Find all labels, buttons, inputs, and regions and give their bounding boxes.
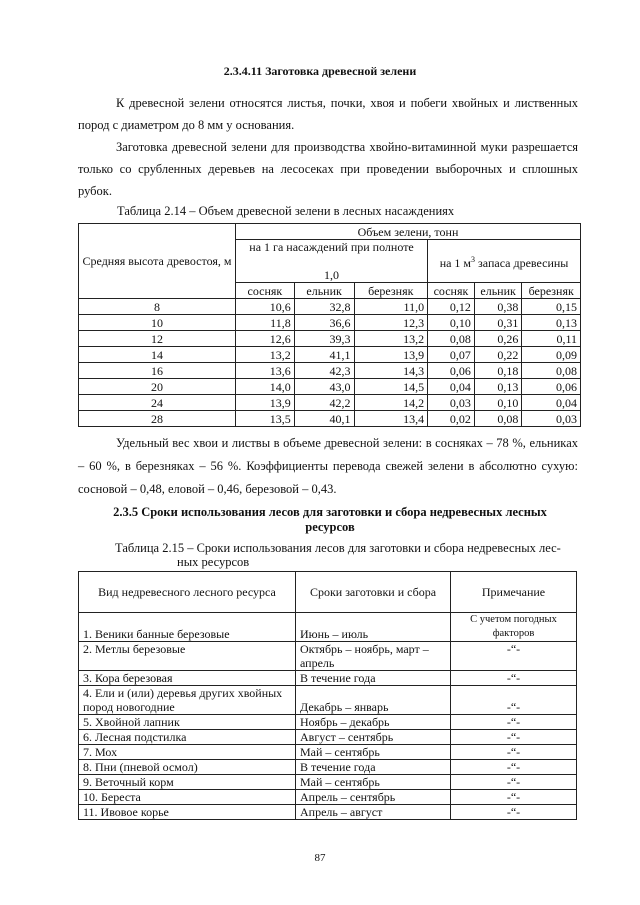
height-cell: 24 (79, 395, 236, 411)
value-cell: 0,04 (522, 395, 581, 411)
value-cell: 0,06 (428, 363, 475, 379)
value-cell: 0,31 (474, 315, 522, 331)
value-cell: 0,13 (522, 315, 581, 331)
value-cell: 0,38 (474, 299, 522, 315)
value-cell: 0,06 (522, 379, 581, 395)
value-cell: 14,3 (354, 363, 428, 379)
subheader-cell: березняк (522, 283, 581, 299)
section-heading-2-3-5: 2.3.5 Сроки использования лесов для заготовки и сбора недревесных лесных ресурсов (113, 505, 547, 534)
value-cell: 0,18 (474, 363, 522, 379)
table-row (79, 347, 581, 363)
height-cell: 12 (79, 331, 236, 347)
terms-cell: Май – сентябрь (296, 775, 451, 790)
value-cell: 0,11 (522, 331, 581, 347)
terms-cell: Декабрь – январь (296, 686, 451, 715)
value-cell: 13,4 (354, 411, 428, 427)
value-cell: 40,1 (294, 411, 354, 427)
terms-cell: В течение года (296, 671, 451, 686)
value-cell: 0,12 (428, 299, 475, 315)
height-cell: 10 (79, 315, 236, 331)
value-cell: 32,8 (294, 299, 354, 315)
value-cell: 0,02 (428, 411, 475, 427)
value-cell: 39,3 (294, 331, 354, 347)
table-row (79, 395, 581, 411)
terms-cell: В течение года (296, 760, 451, 775)
table-2-14 (78, 223, 581, 427)
table-row (79, 745, 577, 760)
value-cell: 10,6 (236, 299, 295, 315)
height-cell: 16 (79, 363, 236, 379)
col-header-resource: Вид недревесного лесного ресурса (79, 572, 296, 613)
value-cell: 13,9 (236, 395, 295, 411)
value-cell: 0,10 (428, 315, 475, 331)
terms-cell: Октябрь – ноябрь, март – апрель (296, 642, 451, 671)
col-header-per-hectare: на 1 га насаждений при полноте 1,0 (236, 240, 428, 283)
paragraph-definition: К древесной зелени относятся листья, почки, хвоя и побеги хвойных и лиственных пород с диаметром до 8 мм у основания. (78, 96, 578, 132)
height-cell: 8 (79, 299, 236, 315)
resource-cell: 3. Кора березовая (79, 671, 296, 686)
table-row (79, 730, 577, 745)
table-row (79, 805, 577, 820)
note-cell: -“- (451, 745, 577, 760)
note-cell: -“- (451, 671, 577, 686)
value-cell: 13,2 (236, 347, 295, 363)
value-cell: 13,2 (354, 331, 428, 347)
value-cell: 0,08 (428, 331, 475, 347)
table-row (79, 642, 577, 671)
value-cell: 12,6 (236, 331, 295, 347)
value-cell: 0,26 (474, 331, 522, 347)
page-number: 87 (314, 852, 326, 864)
paragraph-specific-weight: Удельный вес хвои и листвы в объеме древесной зелени: в сосняках – 78 %, ельниках – 60 %, в березняках – 56 %. Коэффициенты перевода свежей зелени в абсолютно сухую: сосновой – 0,48, еловой – 0,46, березовой – 0,43. (78, 436, 578, 496)
value-cell: 14,2 (354, 395, 428, 411)
resource-cell: 11. Ивовое корье (79, 805, 296, 820)
value-cell: 43,0 (294, 379, 354, 395)
table-row (79, 331, 581, 347)
note-cell: -“- (451, 730, 577, 745)
col-header-terms: Сроки заготовки и сбора (296, 572, 451, 613)
note-cell: -“- (451, 775, 577, 790)
height-cell: 28 (79, 411, 236, 427)
value-cell: 0,07 (428, 347, 475, 363)
section-heading-2-3-4-11: 2.3.4.11 Заготовка древесной зелени (223, 64, 417, 78)
table-row (79, 363, 581, 379)
resource-cell: 2. Метлы березовые (79, 642, 296, 671)
subheader-cell: березняк (354, 283, 428, 299)
note-cell: -“- (451, 715, 577, 730)
col-header-per-m3: на 1 $м^3$ запаса древесины (428, 240, 581, 283)
value-cell: 0,04 (428, 379, 475, 395)
subheader-cell: ельник (474, 283, 522, 299)
resource-cell: 8. Пни (пневой осмол) (79, 760, 296, 775)
table-2-15-caption: Таблица 2.15 – Сроки использования лесов для заготовки и сбора недревесных лес- ных ресурсов (115, 541, 561, 569)
table-row (79, 686, 577, 715)
paragraph-permission: Заготовка древесной зелени для производства хвойно-витаминной муки разрешается только со срубленных деревьев на лесосеках при проведении выборочных и сплошных рубок. (78, 140, 578, 198)
value-cell: 13,5 (236, 411, 295, 427)
value-cell: 14,5 (354, 379, 428, 395)
subheader-cell: сосняк (428, 283, 475, 299)
terms-cell: Апрель – август (296, 805, 451, 820)
table-2-15 (78, 571, 577, 820)
table-row (79, 613, 577, 642)
value-cell: 42,3 (294, 363, 354, 379)
value-cell: 0,08 (522, 363, 581, 379)
height-cell: 14 (79, 347, 236, 363)
table-row (79, 299, 581, 315)
value-cell: 11,0 (354, 299, 428, 315)
value-cell: 0,10 (474, 395, 522, 411)
value-cell: 13,6 (236, 363, 295, 379)
value-cell: 13,9 (354, 347, 428, 363)
value-cell: 41,1 (294, 347, 354, 363)
table-2-14-caption: Таблица 2.14 – Объем древесной зелени в лесных насаждениях (117, 204, 455, 218)
table-row (79, 715, 577, 730)
value-cell: 0,15 (522, 299, 581, 315)
value-cell: 11,8 (236, 315, 295, 331)
subheader-cell: ельник (294, 283, 354, 299)
note-cell: -“- (451, 760, 577, 775)
value-cell: 0,22 (474, 347, 522, 363)
terms-cell: Апрель – сентябрь (296, 790, 451, 805)
note-cell: -“- (451, 790, 577, 805)
value-cell: 0,03 (522, 411, 581, 427)
table-row (79, 411, 581, 427)
value-cell: 0,03 (428, 395, 475, 411)
note-cell: -“- (451, 805, 577, 820)
note-cell: -“- (451, 642, 577, 671)
resource-cell: 10. Береста (79, 790, 296, 805)
resource-cell: 4. Ели и (или) деревья других хвойных пород новогодние (79, 686, 296, 715)
terms-cell: Май – сентябрь (296, 745, 451, 760)
value-cell: 42,2 (294, 395, 354, 411)
value-cell: 0,09 (522, 347, 581, 363)
note-cell: -“- (451, 686, 577, 715)
value-cell: 36,6 (294, 315, 354, 331)
terms-cell: Июнь – июль (296, 613, 451, 642)
note-cell: С учетом погодных факторов (451, 613, 577, 642)
resource-cell: 1. Веники банные березовые (79, 613, 296, 642)
value-cell: 0,08 (474, 411, 522, 427)
resource-cell: 9. Веточный корм (79, 775, 296, 790)
table-row (79, 379, 581, 395)
resource-cell: 5. Хвойной лапник (79, 715, 296, 730)
col-header-volume: Объем зелени, тонн (236, 224, 581, 240)
value-cell: 14,0 (236, 379, 295, 395)
table-row (79, 790, 577, 805)
height-cell: 20 (79, 379, 236, 395)
terms-cell: Август – сентябрь (296, 730, 451, 745)
resource-cell: 7. Мох (79, 745, 296, 760)
terms-cell: Ноябрь – декабрь (296, 715, 451, 730)
resource-cell: 6. Лесная подстилка (79, 730, 296, 745)
table-row (79, 671, 577, 686)
col-header-height: Средняя высота древостоя, м (79, 224, 236, 299)
value-cell: 12,3 (354, 315, 428, 331)
table-row (79, 760, 577, 775)
value-cell: 0,13 (474, 379, 522, 395)
subheader-cell: сосняк (236, 283, 295, 299)
table-row (79, 775, 577, 790)
table-row (79, 315, 581, 331)
col-header-note: Примечание (451, 572, 577, 613)
